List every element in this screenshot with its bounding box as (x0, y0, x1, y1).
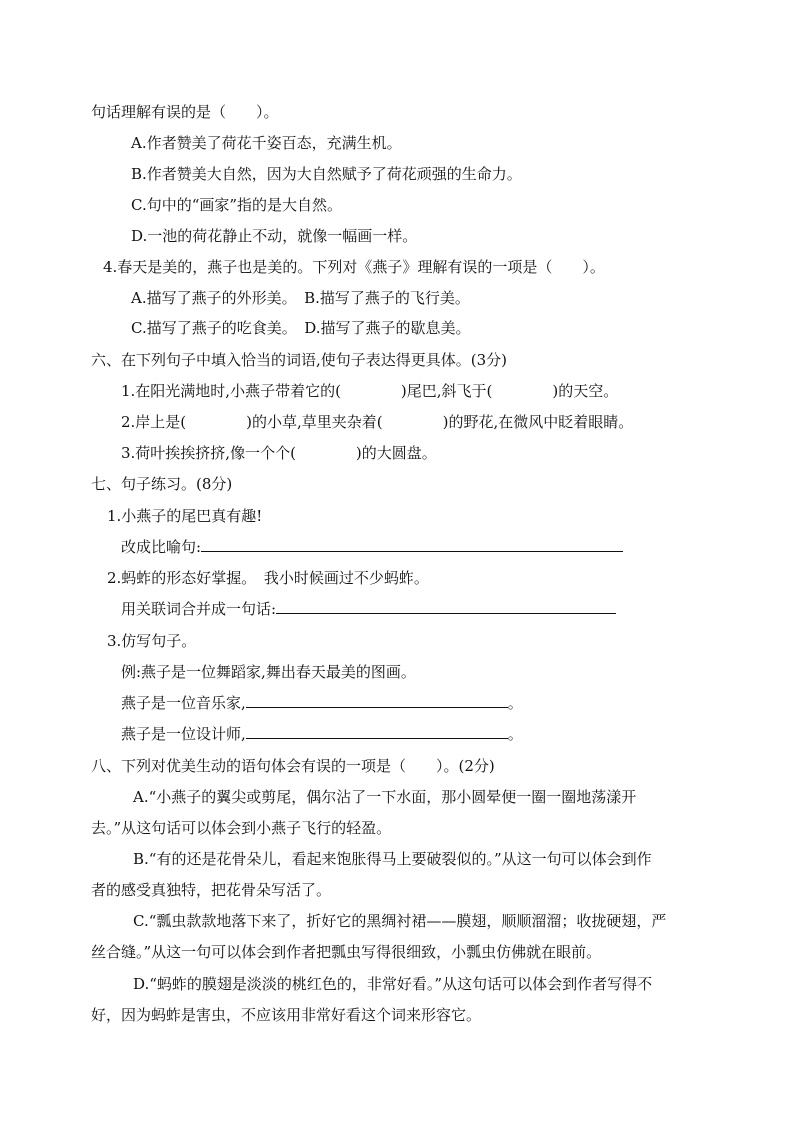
q4-options-row1: A.描写了燕子的外形美。 B.描写了燕子的飞行美。 (131, 289, 470, 307)
q4-stem: 4.春天是美的，燕子也是美的。下列对《燕子》理解有误的一项是（ ）。 (103, 258, 605, 276)
section7-item2-row (121, 599, 616, 619)
q3-option-b: B.作者赞美大自然，因为大自然赋予了荷花顽强的生命力。 (131, 165, 522, 183)
section8-option-d-line1: D.“蚂蚱的膜翅是淡淡的桃红色的，非常好看。”从这句话可以体会到作者写得不 (133, 975, 653, 993)
section7-item3-title: 3.仿写句子。 (107, 632, 197, 650)
q3-option-a: A.作者赞美了荷花千姿百态，充满生机。 (131, 134, 402, 152)
answer-blank-4[interactable] (246, 724, 508, 739)
section6-item-1: 1.在阳光满地时,小燕子带着它的( )尾巴,斜飞于( )的天空。 (121, 382, 619, 400)
section8-option-b-line1: B.“有的还是花骨朵儿，看起来饱胀得马上要破裂似的。”从这一句可以体会到作 (133, 850, 652, 868)
section7-item2-sentence: 2.蚂蚱的形态好掌握。 我小时候画过不少蚂蚱。 (107, 569, 429, 587)
imitate-prompt-2: 燕子是一位设计师, (121, 725, 246, 743)
combine-prompt: 用关联词合并成一句话: (121, 600, 277, 618)
section7-title: 七、句子练习。(8分) (91, 475, 233, 493)
q3-option-c: C.句中的“画家”指的是大自然。 (131, 196, 343, 214)
period-1: 。 (507, 694, 523, 712)
section8-option-a-line1: A.“小燕子的翼尖或剪尾，偶尔沾了一下水面，那小圆晕便一圈一圈地荡漾开 (133, 788, 637, 806)
q3-option-d: D.一池的荷花静止不动，就像一幅画一样。 (131, 227, 418, 245)
section8-title: 八、下列对优美生动的语句体会有误的一项是（ ）。(2分) (91, 757, 495, 775)
section7-item3-line2 (121, 724, 523, 744)
section8-option-a-line2: 去。”从这句话可以体会到小燕子飞行的轻盈。 (91, 819, 392, 837)
section8-option-c-line1: C.“瓢虫款款地落下来了，折好它的黑绸衬裙——膜翅，顺顺溜溜；收拢硬翅，严 (133, 912, 667, 930)
q3-stem: 句话理解有误的是（ ）。 (91, 103, 279, 121)
section6-item-2: 2.岸上是( )的小草,草里夹杂着( )的野花,在微风中眨着眼睛。 (121, 413, 634, 431)
section6-item-3: 3.荷叶挨挨挤挤,像一个个( )的大圆盘。 (121, 444, 437, 462)
answer-blank-1[interactable] (201, 537, 623, 552)
section7-item3-line1 (121, 693, 523, 713)
section8-option-b-line2: 者的感受真独特，把花骨朵写活了。 (91, 881, 332, 899)
section8-option-d-line2: 好，因为蚂蚱是害虫，不应该用非常好看这个词来形容它。 (91, 1006, 482, 1024)
period-2: 。 (507, 725, 523, 743)
q4-options-row2: C.描写了燕子的吃食美。 D.描写了燕子的歇息美。 (131, 319, 471, 337)
section8-option-c-line2: 丝合缝。”从这一句可以体会到作者把瓢虫写得很细致，小瓢虫仿佛就在眼前。 (91, 943, 602, 961)
answer-blank-3[interactable] (246, 693, 508, 708)
section7-item1-row (121, 537, 623, 557)
imitate-prompt-1: 燕子是一位音乐家, (121, 694, 246, 712)
answer-blank-2[interactable] (276, 599, 616, 614)
section7-item3-example: 例:燕子是一位舞蹈家,舞出春天最美的图画。 (121, 663, 416, 681)
section6-title: 六、在下列句子中填入恰当的词语,使句子表达得更具体。(3分) (91, 351, 508, 369)
section7-item1-sentence: 1.小燕子的尾巴真有趣! (107, 507, 263, 525)
rewrite-prompt: 改成比喻句: (121, 538, 202, 556)
